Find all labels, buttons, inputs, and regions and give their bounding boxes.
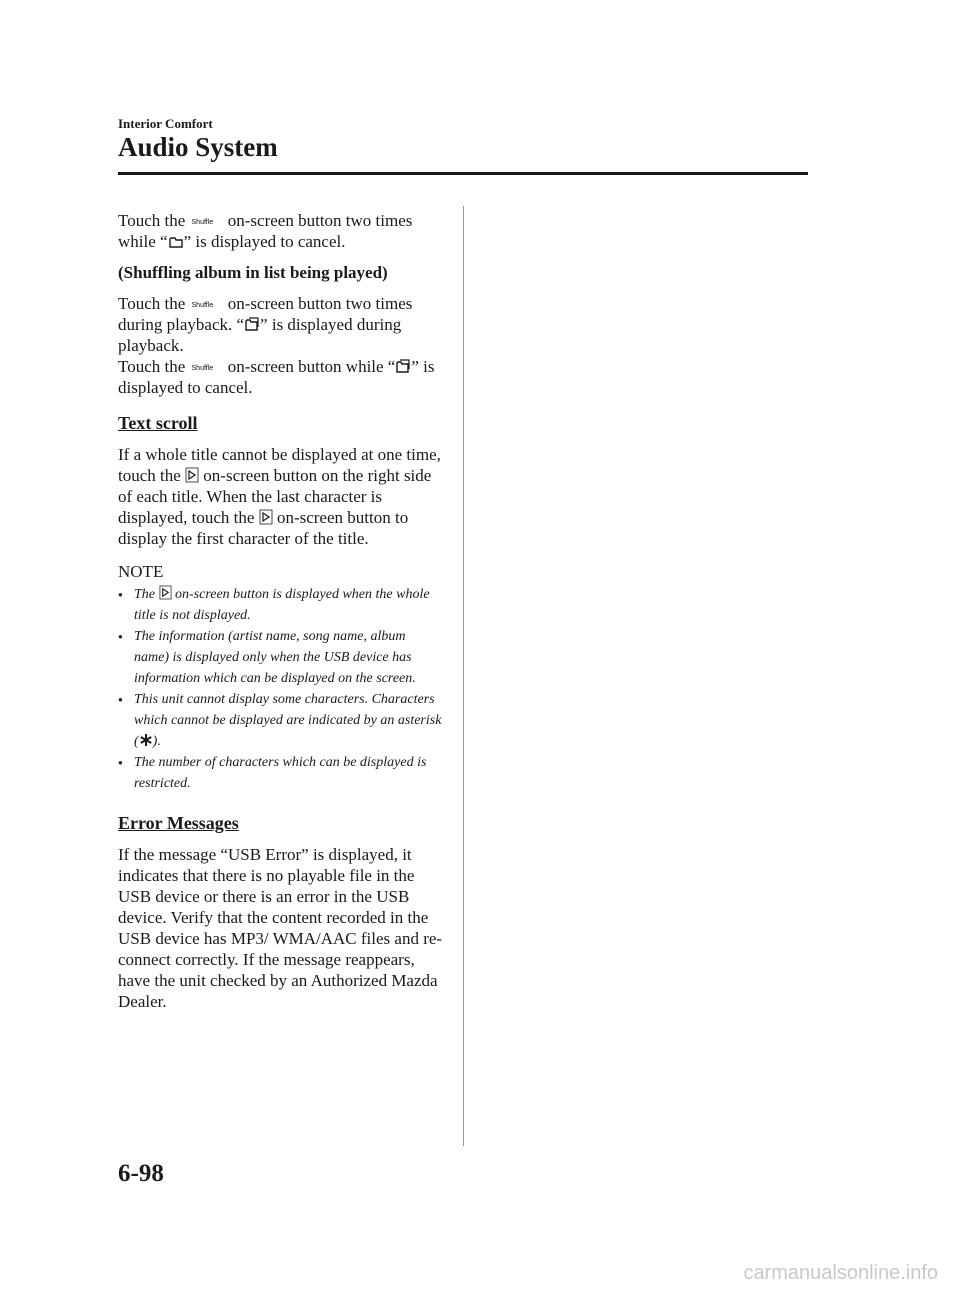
note-title: NOTE xyxy=(118,562,164,581)
heading-error-messages: Error Messages xyxy=(118,813,239,833)
note-item: ● The information (artist name, song name, album name) is displayed only when the USB device has information which can be displayed on the screen. xyxy=(118,626,443,689)
folder-shuffle-icon xyxy=(244,316,260,332)
note-item xyxy=(118,584,443,626)
text-span: on-screen button while “ xyxy=(227,357,396,376)
paragraph-cancel-shuffle xyxy=(118,210,443,252)
scroll-right-icon xyxy=(185,467,199,483)
paragraph-text-scroll xyxy=(118,444,443,549)
left-column xyxy=(118,210,443,1012)
text-span: ” is displayed to cancel. xyxy=(118,357,435,397)
column-divider xyxy=(463,206,464,1146)
text-span: If a whole title cannot be displayed at one time, touch the xyxy=(118,445,441,485)
page-title: Audio System xyxy=(118,132,278,162)
text-span: Touch the xyxy=(118,357,186,376)
text-span: on-screen button is displayed when the whole title is not displayed. xyxy=(134,587,430,623)
paragraph-error-messages: If the message “USB Error” is displayed, it indicates that there is no playable file in the USB device or there is an error in the USB device. Verify that the content recorded in the USB device has MP3/ WMA/AAC files and re-connect correctly. If the message reappears, have the unit checked by an Authorized Mazda Dealer. xyxy=(118,845,443,1011)
text-span: Touch the xyxy=(118,294,186,313)
scroll-right-icon xyxy=(159,585,172,600)
note-item xyxy=(118,689,443,752)
shuffle-button-icon: Shuffle xyxy=(192,362,220,375)
shuffle-button-icon: Shuffle xyxy=(192,216,220,229)
text-span: on-screen button two times while “ xyxy=(118,211,413,251)
text-span: ” is displayed during playback. xyxy=(118,315,402,355)
text-span: The xyxy=(134,587,155,602)
text-span: Touch the xyxy=(118,211,186,230)
text-span: This unit cannot display some characters. Characters which cannot be displayed are indicated by an asterisk ( xyxy=(134,692,442,749)
note-list xyxy=(118,584,443,794)
note-item: ● The number of characters which can be displayed is restricted. xyxy=(118,752,443,794)
paragraph-album-shuffle xyxy=(118,293,443,356)
text-span: on-screen button on the right side of each title. When the last character is displayed, touch the xyxy=(118,466,432,527)
page-number: 6-98 xyxy=(118,1160,164,1187)
watermark: carmanualsonline.info xyxy=(743,1262,938,1284)
text-span: ). xyxy=(152,734,161,749)
text-span: ” is displayed to cancel. xyxy=(183,232,346,251)
paragraph-album-cancel xyxy=(118,356,443,398)
folder-shuffle-icon xyxy=(395,358,411,374)
sub-heading-album-shuffle: (Shuffling album in list being played) xyxy=(118,263,388,282)
asterisk-icon xyxy=(139,733,153,747)
scroll-right-icon xyxy=(259,509,273,525)
text-span: on-screen button two times during playback. “ xyxy=(118,294,413,334)
folder-icon xyxy=(168,235,184,249)
text-span: on-screen button to display the first character of the title. xyxy=(118,508,409,548)
section-label: Interior Comfort xyxy=(118,116,213,131)
shuffle-button-icon: Shuffle xyxy=(192,299,220,312)
heading-text-scroll: Text scroll xyxy=(118,413,198,433)
header-rule xyxy=(118,172,808,175)
